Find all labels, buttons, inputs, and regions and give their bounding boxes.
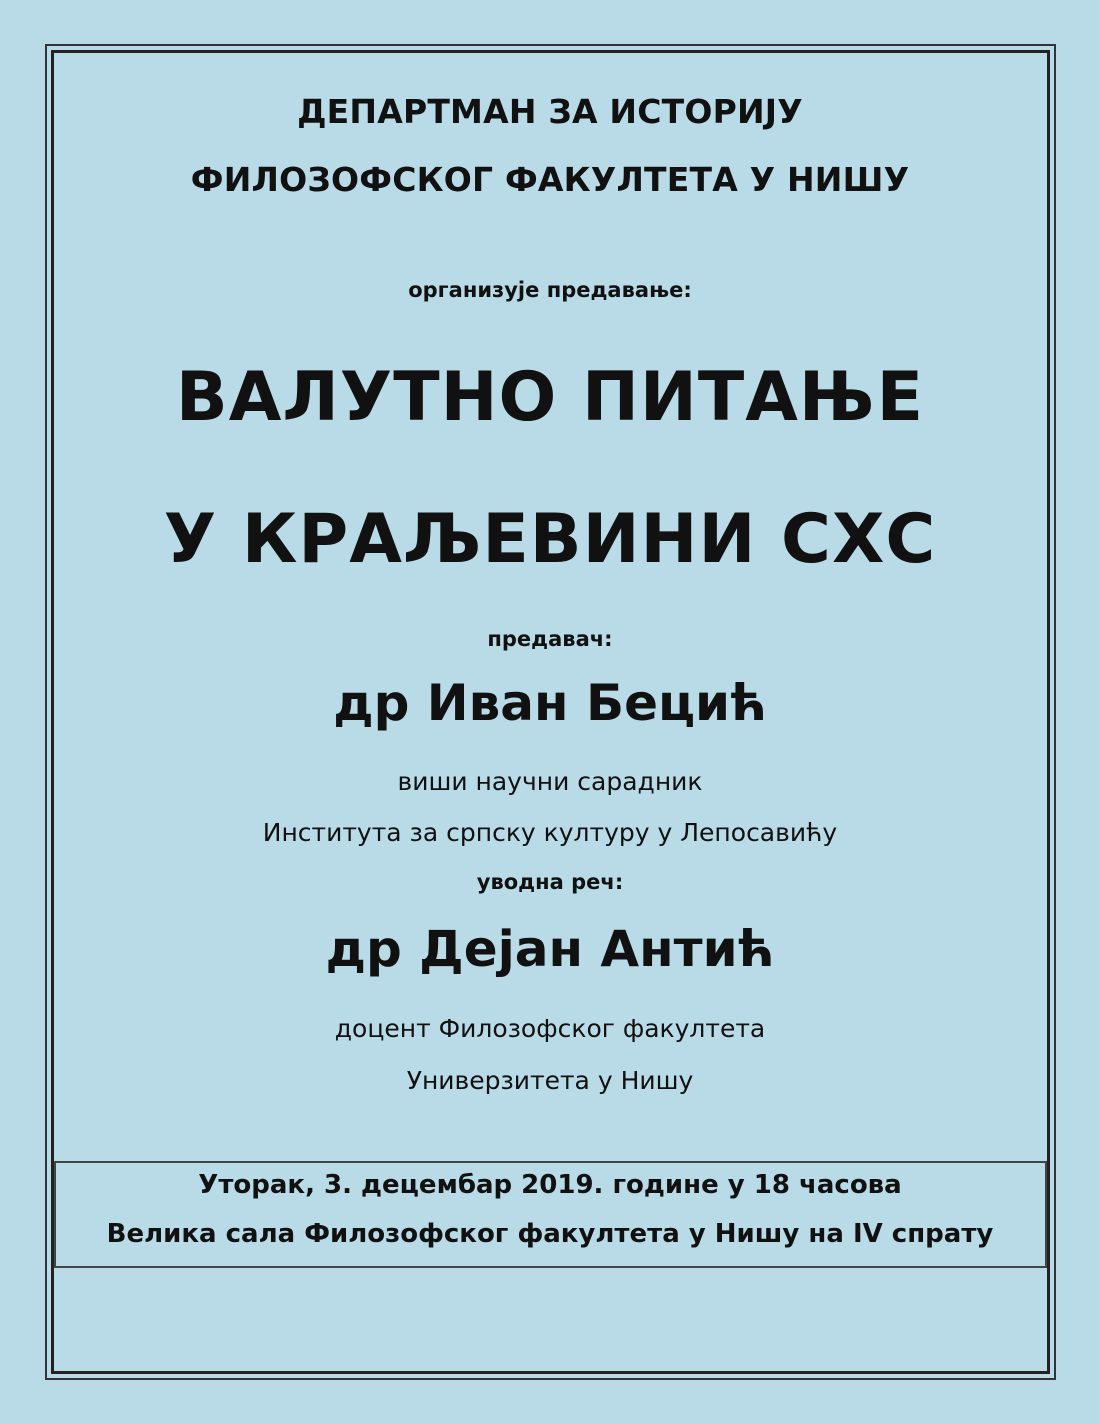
intro-text: организује предавање: [408,278,692,302]
department-line-1: ДЕПАРТМАН ЗА ИСТОРИЈУ [297,92,803,131]
lecturer-name: др Иван Бецић [333,674,767,732]
event-datetime: Уторак, 3. децембар 2019. године у 18 часова [198,1170,902,1200]
event-venue: Велика сала Филозофског факултета у Нишу на IV спрату [106,1219,994,1249]
opening-speaker-institution: Универзитета у Нишу [406,1066,694,1095]
lecturer-label: предавач: [487,627,613,651]
lecture-title-line-2: У КРАЉЕВИНИ СХС [163,500,937,579]
lecture-title-line-1: ВАЛУТНО ПИТАЊЕ [175,358,925,437]
lecturer-position: виши научни сарадник [397,767,703,796]
opening-speaker-name: др Дејан Антић [325,920,775,978]
opening-label: уводна реч: [476,870,624,894]
lecturer-institution: Института за српску културу у Лепосавићу [262,818,838,847]
opening-speaker-position: доцент Филозофског факултета [334,1014,766,1043]
department-line-2: ФИЛОЗОФСКОГ ФАКУЛТЕТА У НИШУ [190,160,910,199]
